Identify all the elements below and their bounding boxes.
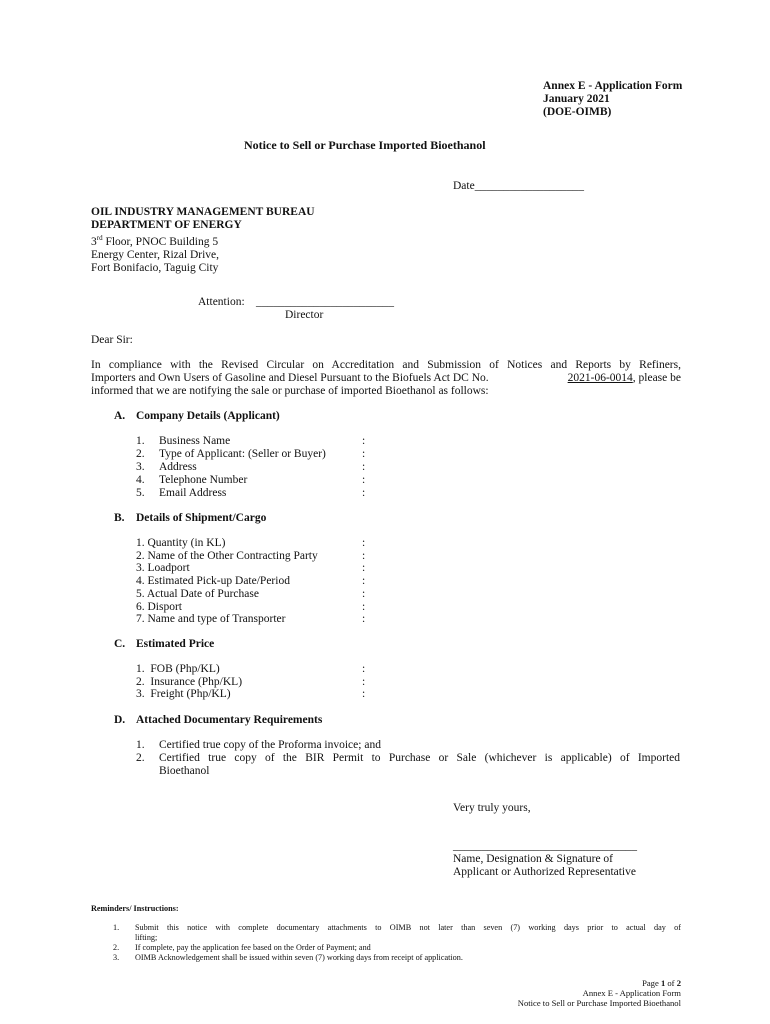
reminders-heading: Reminders/ Instructions: bbox=[91, 904, 179, 913]
valediction: Very truly yours, bbox=[453, 802, 531, 814]
field-colon: : bbox=[362, 537, 366, 549]
attention-label: Attention: bbox=[198, 296, 245, 308]
reminder-item-line: Submit this notice with complete documentary attachments to OIMB not later than seven (7) working days prior to actual day of bbox=[135, 923, 681, 932]
section-b-letter: B. bbox=[114, 512, 125, 524]
reminder-number: 1. bbox=[113, 923, 120, 932]
annex-office: (DOE-OIMB) bbox=[543, 106, 612, 118]
list-item-number: 3. bbox=[136, 461, 145, 473]
list-item-label: Type of Applicant: (Seller or Buyer) bbox=[159, 448, 326, 460]
list-item-label: Address bbox=[159, 461, 197, 473]
list-item-label: Business Name bbox=[159, 435, 231, 447]
section-a-letter: A. bbox=[114, 410, 126, 422]
field-colon: : bbox=[362, 448, 366, 460]
section-c-letter: C. bbox=[114, 638, 126, 650]
reminder-item: If complete, pay the application fee based on the Order of Payment; and bbox=[135, 943, 371, 952]
requirement-bir-line-2: Bioethanol bbox=[159, 765, 210, 777]
list-item-number: 4. bbox=[136, 474, 145, 486]
list-item: 3. Loadport bbox=[136, 562, 190, 574]
footer-title: Notice to Sell or Purchase Imported Bioethanol bbox=[517, 998, 681, 1008]
address-floor: 3rd Floor, PNOC Building 5 bbox=[91, 234, 219, 248]
intro-line-2: Importers and Own Users of Gasoline and Diesel Pursuant to the Biofuels Act DC No. 2021-06-0014, please be bbox=[91, 372, 681, 384]
list-item-label: Email Address bbox=[159, 487, 227, 499]
section-d-heading: Attached Documentary Requirements bbox=[136, 714, 323, 726]
attention-blank[interactable]: ________________________ bbox=[256, 296, 394, 308]
requirement-bir-permit bbox=[159, 752, 680, 778]
section-b-heading: Details of Shipment/Cargo bbox=[136, 512, 267, 524]
field-colon: : bbox=[362, 461, 366, 473]
signature-caption-1: Name, Designation & Signature of bbox=[453, 853, 614, 865]
requirement-bir-line-1: Certified true copy of the BIR Permit to Purchase or Sale (whichever is applicable) of Imported bbox=[159, 752, 680, 764]
field-colon: : bbox=[362, 676, 366, 688]
address-bureau: OIL INDUSTRY MANAGEMENT BUREAU bbox=[91, 206, 315, 218]
list-item-number: 2. bbox=[136, 448, 145, 460]
signature-line[interactable]: ________________________________ bbox=[453, 840, 637, 852]
list-item: 1. Quantity (in KL) bbox=[136, 537, 226, 549]
list-item: 7. Name and type of Transporter bbox=[136, 613, 286, 625]
field-colon: : bbox=[362, 601, 366, 613]
list-item-number: 1. bbox=[136, 435, 145, 447]
attention-role: Director bbox=[285, 309, 324, 321]
address-block bbox=[91, 206, 411, 275]
address-department: DEPARTMENT OF ENERGY bbox=[91, 219, 242, 231]
list-item: 6. Disport bbox=[136, 601, 182, 613]
field-colon: : bbox=[362, 613, 366, 625]
intro-line-3: informed that we are notifying the sale or purchase of imported Bioethanol as follows: bbox=[91, 385, 489, 397]
intro-paragraph bbox=[91, 359, 681, 398]
field-colon: : bbox=[362, 550, 366, 562]
field-colon: : bbox=[362, 487, 366, 499]
field-colon: : bbox=[362, 474, 366, 486]
section-d-letter: D. bbox=[114, 714, 126, 726]
salutation: Dear Sir: bbox=[91, 334, 133, 346]
reminder-item bbox=[135, 923, 681, 943]
circular-reference: 2021-06-0014 bbox=[567, 372, 633, 384]
reminder-item-line: lifting; bbox=[135, 933, 158, 942]
intro-line-1: In compliance with the Revised Circular on Accreditation and Submission of Notices and Reports by Refiners, bbox=[91, 359, 681, 371]
page-number: Page 1 of 2 bbox=[642, 978, 681, 988]
list-item: 1. FOB (Php/KL) bbox=[136, 663, 220, 675]
field-colon: : bbox=[362, 562, 366, 574]
page-title: Notice to Sell or Purchase Imported Bioethanol bbox=[244, 138, 486, 152]
field-colon: : bbox=[362, 588, 366, 600]
reminder-number: 3. bbox=[113, 953, 120, 962]
list-item: 3. Freight (Php/KL) bbox=[136, 688, 231, 700]
footer bbox=[420, 978, 681, 1008]
annex-date: January 2021 bbox=[543, 93, 610, 105]
list-item-number: 5. bbox=[136, 487, 145, 499]
requirement-proforma: Certified true copy of the Proforma invoice; and bbox=[159, 739, 381, 751]
footer-annex: Annex E - Application Form bbox=[582, 988, 681, 998]
reminder-number: 2. bbox=[113, 943, 120, 952]
address-street: Energy Center, Rizal Drive, bbox=[91, 248, 220, 261]
list-item-label: Telephone Number bbox=[159, 474, 248, 486]
list-item: 2. Insurance (Php/KL) bbox=[136, 676, 243, 688]
section-a-heading: Company Details (Applicant) bbox=[136, 410, 280, 422]
list-item-number: 1. bbox=[136, 739, 145, 751]
annex-header bbox=[543, 80, 743, 119]
field-colon: : bbox=[362, 435, 366, 447]
address-city: Fort Bonifacio, Taguig City bbox=[91, 261, 219, 274]
reminder-item: OIMB Acknowledgement shall be issued within seven (7) working days from receipt of application. bbox=[135, 953, 463, 962]
section-c-heading: Estimated Price bbox=[136, 638, 215, 650]
annex-form-label: Annex E - Application Form bbox=[543, 80, 683, 92]
list-item: 4. Estimated Pick-up Date/Period bbox=[136, 575, 290, 587]
field-colon: : bbox=[362, 575, 366, 587]
date-field[interactable]: Date___________________ bbox=[453, 180, 584, 192]
signature-caption-2: Applicant or Authorized Representative bbox=[453, 866, 636, 878]
list-item: 5. Actual Date of Purchase bbox=[136, 588, 259, 600]
field-colon: : bbox=[362, 688, 366, 700]
field-colon: : bbox=[362, 663, 366, 675]
list-item-number: 2. bbox=[136, 752, 145, 764]
list-item: 2. Name of the Other Contracting Party bbox=[136, 550, 318, 562]
